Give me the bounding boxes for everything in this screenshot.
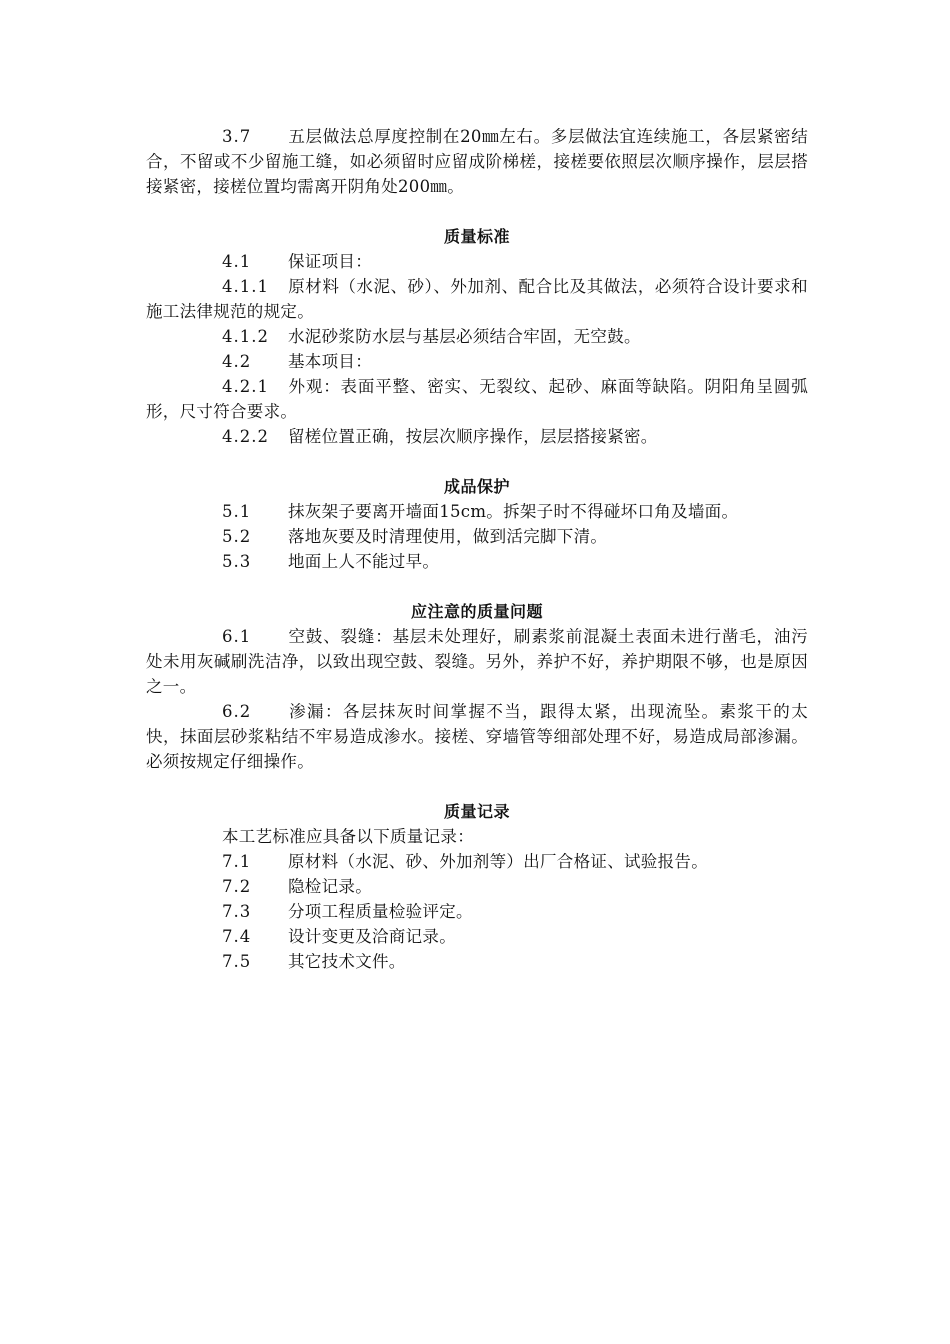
clause-text: 水泥砂浆防水层与基层必须结合牢固，无空鼓。 (288, 327, 641, 346)
clause-7-2 (146, 874, 808, 899)
clause-text: 地面上人不能过早。 (288, 552, 440, 571)
section-title-quality-issues: 应注意的质量问题 (410, 602, 543, 621)
clause-text: 外观：表面平整、密实、无裂纹、起砂、麻面等缺陷。阴阳角呈圆弧形，尺寸符合要求。 (146, 377, 808, 421)
clause-number: 7.5 (222, 952, 252, 971)
clause-text: 分项工程质量检验评定。 (288, 902, 473, 921)
clause-text: 留槎位置正确，按层次顺序操作，层层搭接紧密。 (288, 427, 658, 446)
clause-text: 设计变更及洽商记录。 (288, 927, 456, 946)
section-title-quality-records: 质量记录 (443, 802, 510, 821)
clause-text: 原材料（水泥、砂、外加剂等）出厂合格证、试验报告。 (288, 852, 708, 871)
section-title-product-protection: 成品保护 (443, 477, 510, 496)
clause-4-1-2 (146, 324, 808, 349)
clause-number: 4.2 (222, 352, 252, 371)
clause-4-1 (146, 249, 808, 274)
records-lead: 本工艺标准应具备以下质量记录： (222, 827, 474, 846)
clause-number: 6.2 (222, 702, 252, 721)
clause-text: 渗漏：各层抹灰时间掌握不当，跟得太紧，出现流坠。素浆干的太快，抹面层砂浆粘结不牢易造成渗水。接槎、穿墙管等细部处理不好，易造成局部渗漏。必须按规定仔细操作。 (146, 702, 808, 771)
clause-text: 隐检记录。 (288, 877, 372, 896)
clause-5-3 (146, 549, 808, 574)
clause-text: 抹灰架子要离开墙面15cm。拆架子时不得碰坏口角及墙面。 (288, 502, 739, 521)
clause-4-2-2 (146, 424, 808, 449)
clause-number: 5.2 (222, 527, 252, 546)
clause-number: 4.2.2 (222, 427, 269, 446)
clause-text: 原材料（水泥、砂）、外加剂、配合比及其做法，必须符合设计要求和施工法律规范的规定。 (146, 277, 808, 321)
clause-text: 落地灰要及时清理使用，做到活完脚下清。 (288, 527, 608, 546)
clause-number: 7.4 (222, 927, 252, 946)
clause-4-1-1 (146, 274, 808, 324)
clause-number: 7.2 (222, 877, 252, 896)
clause-number: 4.1.2 (222, 327, 269, 346)
clause-4-2 (146, 349, 808, 374)
clause-number: 5.3 (222, 552, 252, 571)
clause-6-2 (146, 699, 808, 774)
clause-5-1 (146, 499, 808, 524)
clause-number: 4.1 (222, 252, 252, 271)
clause-number: 7.1 (222, 852, 252, 871)
document-page (146, 124, 808, 974)
clause-6-1 (146, 624, 808, 699)
clause-3-7 (146, 124, 808, 199)
clause-number: 5.1 (222, 502, 252, 521)
clause-number: 6.1 (222, 627, 252, 646)
clause-7-4 (146, 924, 808, 949)
clause-4-2-1 (146, 374, 808, 424)
clause-text: 其它技术文件。 (288, 952, 406, 971)
clause-text: 基本项目： (288, 352, 372, 371)
clause-number: 7.3 (222, 902, 252, 921)
clause-text: 空鼓、裂缝：基层未处理好，刷素浆前混凝土表面未进行凿毛，油污处未用灰碱刷洗洁净，以致出现空鼓、裂缝。另外，养护不好，养护期限不够，也是原因之一。 (146, 627, 808, 696)
clause-number: 4.2.1 (222, 377, 269, 396)
clause-7-3 (146, 899, 808, 924)
clause-text: 五层做法总厚度控制在20㎜左右。多层做法宜连续施工，各层紧密结合，不留或不少留施工缝，如必须留时应留成阶梯槎，接槎要依照层次顺序操作，层层搭接紧密，接槎位置均需离开阴角处200㎜。 (146, 127, 808, 196)
clause-text: 保证项目： (288, 252, 372, 271)
clause-number: 4.1.1 (222, 277, 269, 296)
clause-7-5 (146, 949, 808, 974)
clause-number: 3.7 (222, 127, 252, 146)
clause-7-1 (146, 849, 808, 874)
clause-5-2 (146, 524, 808, 549)
section-title-quality-standard: 质量标准 (443, 227, 510, 246)
